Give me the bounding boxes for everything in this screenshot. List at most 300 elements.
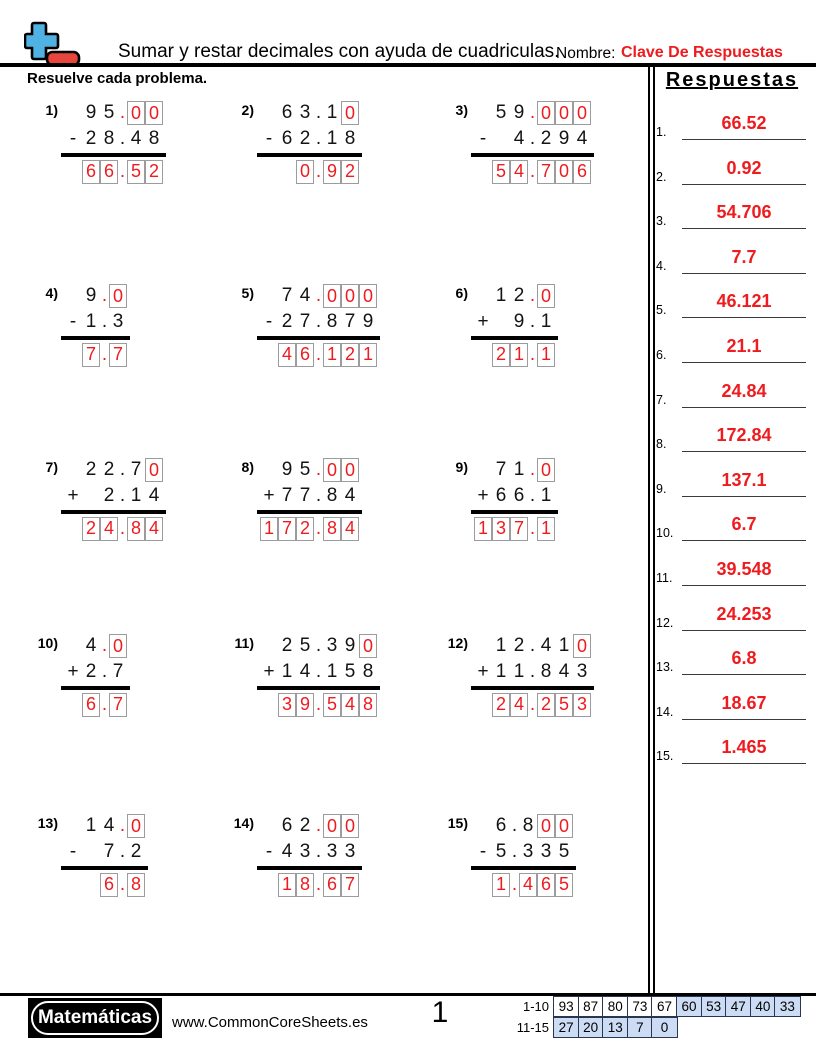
problem <box>30 457 163 542</box>
answer-value: 46.121 <box>682 291 806 318</box>
problem-work <box>260 283 377 368</box>
digit-cell: 4 <box>299 661 311 682</box>
answer-value: 18.67 <box>682 693 806 720</box>
digit-cell: 2 <box>299 128 311 149</box>
boxed-digit: 2 <box>82 517 100 541</box>
boxed-digit: 6 <box>323 873 341 897</box>
bottom-operand <box>260 309 377 335</box>
digit-cell: 4 <box>148 485 160 506</box>
top-operand <box>492 633 591 659</box>
digit-cell: 2 <box>103 459 115 480</box>
digit-cell: - <box>265 128 273 149</box>
digit-cell: 8 <box>362 661 374 682</box>
boxed-digit: 0 <box>555 101 573 125</box>
problem-number: 6) <box>455 285 468 301</box>
digit-cell: 5 <box>558 841 570 862</box>
digit-cell: . <box>101 635 108 656</box>
name-value: Clave De Respuestas <box>621 44 783 61</box>
boxed-digit: 0 <box>537 284 555 308</box>
problem-number: 4) <box>45 285 58 301</box>
boxed-digit: 0 <box>109 634 127 658</box>
boxed-digit: 0 <box>341 814 359 838</box>
boxed-digit: 0 <box>109 284 127 308</box>
digit-cell: 7 <box>495 459 507 480</box>
digit-cell: 9 <box>362 311 374 332</box>
boxed-digit: 5 <box>127 160 145 184</box>
digit-cell: 2 <box>85 459 97 480</box>
digit-cell: 3 <box>344 841 356 862</box>
digit-cell: + <box>67 485 79 506</box>
digit-cell: 4 <box>540 635 552 656</box>
bottom-operand <box>64 659 127 685</box>
digit-cell: 9 <box>281 459 293 480</box>
boxed-digit: 0 <box>359 284 377 308</box>
score-cell: 73 <box>627 996 653 1017</box>
problem-work <box>474 283 555 368</box>
score-cell: 40 <box>750 996 776 1017</box>
digit-cell: 4 <box>513 128 525 149</box>
problem-number: 9) <box>455 459 468 475</box>
bottom-operand <box>474 483 555 509</box>
bottom-operand <box>260 659 377 685</box>
answer-number: 9. <box>656 481 667 496</box>
digit-cell: 3 <box>299 102 311 123</box>
answer-number: 13. <box>656 660 674 675</box>
answer-number: 12. <box>656 615 674 630</box>
boxed-digit: 2 <box>296 517 314 541</box>
digit-cell: . <box>529 661 536 682</box>
top-operand <box>492 283 555 309</box>
boxed-digit: 1 <box>492 873 510 897</box>
sum-line <box>257 336 380 340</box>
sum-line <box>61 153 166 157</box>
digit-cell: . <box>511 873 518 895</box>
boxed-digit: 7 <box>510 517 528 541</box>
boxed-digit: 0 <box>341 284 359 308</box>
digit-cell: + <box>263 485 275 506</box>
digit-cell: . <box>101 693 108 715</box>
digit-cell: 5 <box>495 841 507 862</box>
boxed-digit: 0 <box>573 634 591 658</box>
answer-item <box>656 595 806 631</box>
score-cell: 33 <box>774 996 800 1017</box>
bottom-operand <box>474 839 573 865</box>
digit-cell <box>82 839 100 865</box>
digit-cell: 5 <box>344 661 356 682</box>
digit-cell: . <box>529 635 536 656</box>
answer-number: 11. <box>656 571 673 585</box>
answer-number: 2. <box>656 169 667 184</box>
boxed-digit: 3 <box>492 517 510 541</box>
answer-item <box>656 728 806 764</box>
score-cell: 0 <box>651 1017 677 1038</box>
boxed-digit: 6 <box>296 343 314 367</box>
top-operand <box>82 633 127 659</box>
boxed-digit: 7 <box>278 517 296 541</box>
digit-cell: 7 <box>299 311 311 332</box>
digit-cell: . <box>511 841 518 862</box>
boxed-digit: 0 <box>537 458 555 482</box>
bottom-operand <box>64 839 145 865</box>
sum-line <box>61 336 130 340</box>
problem-number: 2) <box>241 102 254 118</box>
digit-cell: 4 <box>576 128 588 149</box>
answer-item <box>656 416 806 452</box>
digit-cell: 7 <box>344 311 356 332</box>
digit-cell: 9 <box>344 635 356 656</box>
name-label: Nombre: <box>556 45 616 62</box>
boxed-digit: 4 <box>510 160 528 184</box>
top-operand <box>278 283 377 309</box>
top-operand <box>492 100 591 126</box>
answer-row <box>492 342 555 368</box>
digit-cell: 8 <box>148 128 160 149</box>
digit-cell: . <box>315 311 322 332</box>
problem-work <box>260 633 377 718</box>
problem <box>30 633 127 718</box>
top-operand <box>82 283 127 309</box>
answer-item <box>656 193 806 229</box>
digit-cell: 6 <box>495 815 507 836</box>
boxed-digit: 0 <box>573 101 591 125</box>
problem-number: 11) <box>234 635 254 651</box>
boxed-digit: 8 <box>127 517 145 541</box>
boxed-digit: 6 <box>82 160 100 184</box>
problem-number: 3) <box>455 102 468 118</box>
boxed-digit: 3 <box>278 693 296 717</box>
boxed-digit: 1 <box>278 873 296 897</box>
boxed-digit: 1 <box>537 517 555 541</box>
problem <box>226 633 377 718</box>
problem-work <box>474 633 591 718</box>
problem-work <box>260 100 359 185</box>
boxed-digit: 0 <box>341 458 359 482</box>
digit-cell: + <box>477 661 489 682</box>
header-divider <box>0 63 816 67</box>
answer-row <box>492 692 591 718</box>
digit-cell: 5 <box>299 459 311 480</box>
digit-cell: - <box>69 311 77 332</box>
score-cell: 47 <box>725 996 751 1017</box>
score-range-label: 11-15 <box>516 1019 549 1035</box>
problem-work <box>260 813 359 898</box>
boxed-digit: 4 <box>341 693 359 717</box>
digit-cell: 4 <box>344 485 356 506</box>
boxed-digit: 0 <box>555 160 573 184</box>
answer-value: 137.1 <box>682 470 806 497</box>
boxed-digit: 0 <box>323 284 341 308</box>
digit-cell: 1 <box>130 485 142 506</box>
problem-work <box>64 813 145 898</box>
answer-number: 15. <box>656 749 674 764</box>
digit-cell: 3 <box>326 841 338 862</box>
digit-cell: 2 <box>281 635 293 656</box>
problem-number: 5) <box>241 285 254 301</box>
problem <box>440 457 555 542</box>
digit-cell: 9 <box>85 285 97 306</box>
sum-line <box>257 153 362 157</box>
digit-cell: . <box>529 311 536 332</box>
answer-row <box>278 872 359 898</box>
answer-row <box>492 872 573 898</box>
answer-value: 0.92 <box>682 158 806 185</box>
problem <box>440 100 591 185</box>
boxed-digit: 5 <box>555 873 573 897</box>
digit-cell: 6 <box>281 128 293 149</box>
answer-value: 24.84 <box>682 381 806 408</box>
problem <box>440 283 555 368</box>
answer-row <box>100 872 145 898</box>
digit-cell: - <box>265 311 273 332</box>
digit-cell: 7 <box>299 485 311 506</box>
answer-item <box>656 238 806 274</box>
digit-cell: 2 <box>103 485 115 506</box>
page-number: 1 <box>431 996 449 1029</box>
sum-line <box>257 686 380 690</box>
problem-work <box>64 633 127 718</box>
problem-number: 8) <box>241 459 254 475</box>
digit-cell: 1 <box>326 128 338 149</box>
digit-cell: 7 <box>130 459 142 480</box>
digit-cell: . <box>529 693 536 715</box>
digit-cell: . <box>315 102 322 123</box>
instruction-text: Resuelve cada problema. <box>27 70 208 87</box>
boxed-digit: 5 <box>555 693 573 717</box>
digit-cell: 3 <box>112 311 124 332</box>
boxed-digit: 8 <box>127 873 145 897</box>
answer-number: 10. <box>656 526 674 541</box>
answer-row <box>278 342 377 368</box>
answer-value: 39.548 <box>682 559 806 586</box>
boxed-digit: 2 <box>537 693 555 717</box>
answer-number: 3. <box>656 214 667 229</box>
bottom-operand <box>64 126 163 152</box>
digit-cell: 7 <box>103 841 115 862</box>
digit-cell: - <box>69 841 77 862</box>
top-operand <box>278 813 359 839</box>
sum-line <box>257 510 362 514</box>
sum-line <box>471 336 558 340</box>
digit-cell: . <box>315 128 322 149</box>
digit-cell: 8 <box>540 661 552 682</box>
boxed-digit: 0 <box>323 458 341 482</box>
digit-cell: 7 <box>281 285 293 306</box>
boxed-digit: 0 <box>323 814 341 838</box>
digit-cell: . <box>529 102 536 123</box>
score-cell: 13 <box>602 1017 628 1038</box>
digit-cell: - <box>479 841 487 862</box>
digit-cell: . <box>101 311 108 332</box>
answer-number: 5. <box>656 303 667 318</box>
digit-cell <box>82 483 100 509</box>
digit-cell: 2 <box>281 311 293 332</box>
digit-cell: . <box>315 160 322 182</box>
digit-cell: . <box>119 841 126 862</box>
digit-cell: 3 <box>326 635 338 656</box>
digit-cell: . <box>119 128 126 149</box>
digit-cell: 1 <box>326 661 338 682</box>
digit-cell: 9 <box>558 128 570 149</box>
boxed-digit: 2 <box>341 343 359 367</box>
answer-value: 7.7 <box>682 247 806 274</box>
digit-cell: 9 <box>513 311 525 332</box>
answer-number: 8. <box>656 437 667 452</box>
digit-cell: 2 <box>85 128 97 149</box>
top-operand <box>278 633 377 659</box>
answer-row <box>492 159 591 185</box>
sum-line <box>61 686 130 690</box>
digit-cell: 5 <box>103 102 115 123</box>
digit-cell: . <box>315 841 322 862</box>
problem-number: 15) <box>447 815 468 831</box>
digit-cell: 4 <box>558 661 570 682</box>
sum-line <box>471 510 558 514</box>
digit-cell: . <box>119 815 126 836</box>
boxed-digit: 8 <box>359 693 377 717</box>
answer-item <box>656 104 806 140</box>
digit-cell: - <box>479 128 487 149</box>
problem-number: 10) <box>37 635 58 651</box>
digit-cell: 1 <box>495 285 507 306</box>
sum-line <box>257 866 362 870</box>
digit-cell: 5 <box>495 102 507 123</box>
digit-cell: . <box>101 661 108 682</box>
score-cell: 67 <box>651 996 677 1017</box>
answer-item <box>656 149 806 185</box>
digit-cell: . <box>315 459 322 480</box>
top-operand <box>82 457 163 483</box>
answer-item <box>656 684 806 720</box>
digit-cell: 2 <box>513 285 525 306</box>
answer-item <box>656 327 806 363</box>
problem <box>440 633 591 718</box>
digit-cell: . <box>119 517 126 539</box>
bottom-operand <box>474 659 591 685</box>
boxed-digit: 7 <box>341 873 359 897</box>
boxed-digit: 6 <box>100 873 118 897</box>
digit-cell: . <box>119 160 126 182</box>
digit-cell: 4 <box>103 815 115 836</box>
answer-item <box>656 550 806 586</box>
boxed-digit: 0 <box>127 101 145 125</box>
digit-cell <box>492 126 510 152</box>
digit-cell: 2 <box>540 128 552 149</box>
boxed-digit: 4 <box>341 517 359 541</box>
digit-cell: . <box>315 873 322 895</box>
digit-cell: 1 <box>281 661 293 682</box>
score-cell: 7 <box>627 1017 653 1038</box>
score-cell: 80 <box>602 996 628 1017</box>
bottom-operand <box>474 126 591 152</box>
digit-cell: 4 <box>85 635 97 656</box>
problem-number: 7) <box>45 459 58 475</box>
digit-cell: . <box>529 285 536 306</box>
digit-cell: 6 <box>281 815 293 836</box>
boxed-digit: 9 <box>323 160 341 184</box>
answer-value: 66.52 <box>682 113 806 140</box>
answer-row <box>82 516 163 542</box>
digit-cell: 1 <box>540 311 552 332</box>
digit-cell: 8 <box>326 311 338 332</box>
boxed-digit: 9 <box>296 693 314 717</box>
answer-number: 4. <box>656 258 667 273</box>
bottom-operand <box>260 483 359 509</box>
boxed-digit: 7 <box>109 693 127 717</box>
top-operand <box>492 457 555 483</box>
boxed-digit: 6 <box>537 873 555 897</box>
boxed-digit: 6 <box>573 160 591 184</box>
boxed-digit: 1 <box>359 343 377 367</box>
digit-cell: . <box>119 873 126 895</box>
answer-value: 24.253 <box>682 604 806 631</box>
score-cell: 60 <box>676 996 702 1017</box>
boxed-digit: 7 <box>109 343 127 367</box>
answer-row <box>278 692 377 718</box>
answer-item <box>656 372 806 408</box>
score-cell: 87 <box>578 996 604 1017</box>
digit-cell: . <box>119 485 126 506</box>
digit-cell: 1 <box>540 485 552 506</box>
digit-cell: 8 <box>344 128 356 149</box>
boxed-digit: 4 <box>278 343 296 367</box>
digit-cell: 3 <box>299 841 311 862</box>
digit-cell: 2 <box>85 661 97 682</box>
boxed-digit: 5 <box>323 693 341 717</box>
problem-number: 14) <box>233 815 254 831</box>
website-url: www.CommonCoreSheets.es <box>172 1014 368 1031</box>
top-operand <box>82 813 145 839</box>
problem-number: 1) <box>45 102 58 118</box>
problem <box>30 100 163 185</box>
answer-row <box>82 342 127 368</box>
answer-value: 54.706 <box>682 202 806 229</box>
page-title: Sumar y restar decimales con ayuda de cuadriculas. <box>118 41 560 62</box>
sum-line <box>471 153 594 157</box>
digit-cell: - <box>69 128 77 149</box>
digit-cell: - <box>265 841 273 862</box>
answer-value: 172.84 <box>682 425 806 452</box>
digit-cell: . <box>119 102 126 123</box>
top-operand <box>82 100 163 126</box>
digit-cell: . <box>315 815 322 836</box>
boxed-digit: 5 <box>492 160 510 184</box>
digit-cell <box>492 309 510 335</box>
digit-cell: + <box>477 485 489 506</box>
problem-work <box>474 813 573 898</box>
answer-item <box>656 505 806 541</box>
sum-line <box>61 510 166 514</box>
digit-cell: 6 <box>281 102 293 123</box>
brand-label: Matemáticas <box>31 1001 159 1035</box>
digit-cell: 1 <box>558 635 570 656</box>
boxed-digit: 0 <box>537 814 555 838</box>
digit-cell: + <box>67 661 79 682</box>
digit-cell: + <box>477 311 489 332</box>
boxed-digit: 6 <box>100 160 118 184</box>
bottom-operand <box>260 839 359 865</box>
digit-cell: 2 <box>299 815 311 836</box>
problem <box>226 457 359 542</box>
problem-number: 13) <box>37 815 58 831</box>
digit-cell: . <box>315 661 322 682</box>
boxed-digit: 0 <box>145 458 163 482</box>
boxed-digit: 2 <box>341 160 359 184</box>
boxed-digit: 0 <box>296 160 314 184</box>
problem-work <box>260 457 359 542</box>
digit-cell: . <box>529 459 536 480</box>
digit-cell: . <box>315 285 322 306</box>
bottom-operand <box>474 309 555 335</box>
